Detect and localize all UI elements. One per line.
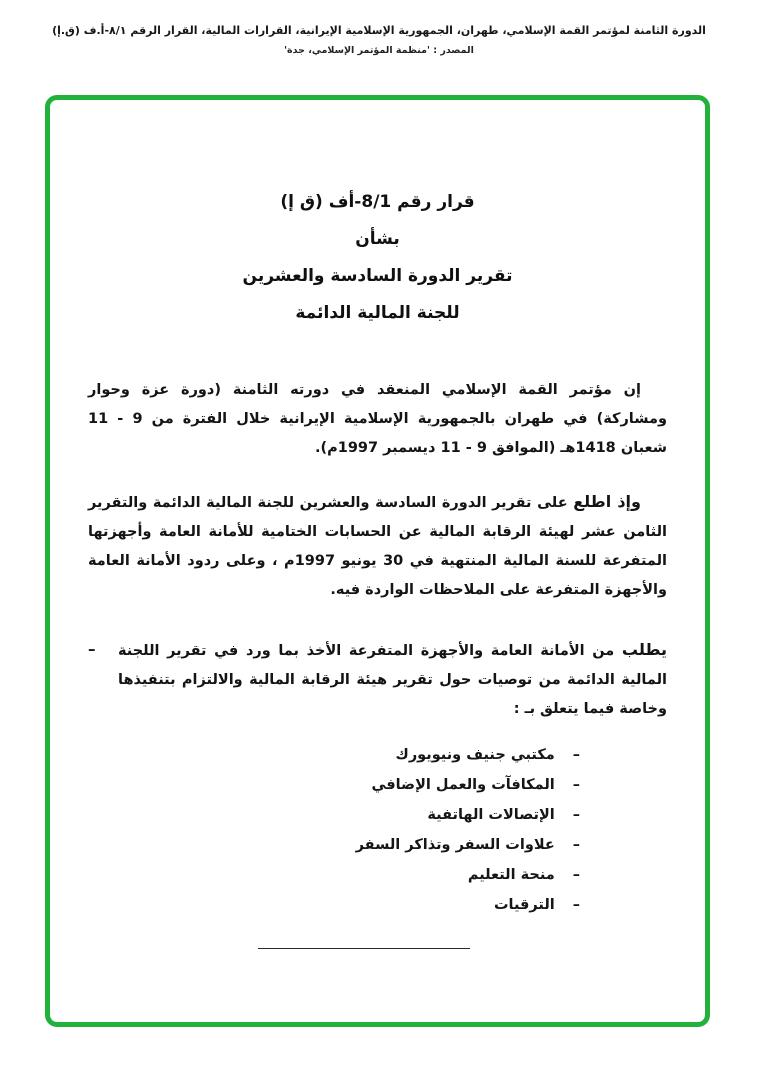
document-header xyxy=(0,0,758,56)
dash-marker: – xyxy=(572,867,580,883)
list-item xyxy=(88,890,580,920)
dash-marker: – xyxy=(572,747,580,763)
dash-marker: – xyxy=(88,640,96,658)
dash-marker: – xyxy=(572,897,580,913)
green-border-frame xyxy=(45,95,710,1027)
title-line-regarding: بشأن xyxy=(355,229,400,249)
title-line-resolution-number: قرار رقم 8/1-أف (ق إ) xyxy=(280,192,475,212)
document-body xyxy=(50,100,705,949)
operative-paragraph xyxy=(118,635,667,724)
dash-marker: – xyxy=(572,837,580,853)
title-line-committee: للجنة المالية الدائمة xyxy=(295,303,460,323)
header-citation: الدورة الثامنة لمؤتمر القمة الإسلامي، طهران، الجمهورية الإسلامية الإيرانية، القرارات المالية، القرار الرقم ٨/١-أ.ف (ق.إ) xyxy=(52,24,706,37)
list-item xyxy=(88,740,580,770)
preamble-paragraph: إن مؤتمر القمة الإسلامي المنعقد في دورته الثامنة (دورة عزة وحوار ومشاركة) في طهران بالجمهورية الإسلامية الإيرانية خلال الفترة من 9 - 11 شعبان 1418هـ (الموافق 9 - 11 ديسمبر 1997م). xyxy=(88,382,667,456)
dash-marker: – xyxy=(572,777,580,793)
footnote-separator xyxy=(258,948,470,949)
sub-items-list xyxy=(88,740,667,920)
having-reviewed-text: على تقرير الدورة السادسة والعشرين للجنة المالية الدائمة والتقرير الثامن عشر لهيئة الرقابة المالية عن الحسابات الختامية للأمانة العامة وأجهزتها المتفرعة للسنة المالية المنتهية في 30 يونيو 1997م ، وعلى ردود الأمانة العامة والأجهزة المتفرعة على الملاحظات الواردة فيه. xyxy=(88,495,667,598)
header-source: المصدر : 'منظمة المؤتمر الإسلامي، جدة' xyxy=(284,45,474,56)
list-item-text: مكتبي جنيف ونيويورك xyxy=(395,747,555,763)
having-reviewed-paragraph xyxy=(88,487,667,605)
list-item xyxy=(88,830,580,860)
list-item-text: الإتصالات الهاتفية xyxy=(427,807,555,823)
list-item-text: المكافآت والعمل الإضافي xyxy=(371,777,555,793)
list-item-text: منحة التعليم xyxy=(467,867,555,883)
operative-clause xyxy=(88,635,667,724)
list-item xyxy=(88,770,580,800)
title-line-subject: تقرير الدورة السادسة والعشرين xyxy=(242,266,513,286)
list-item-text: الترقيات xyxy=(493,897,555,913)
having-reviewed-lead-word: وإذ اطلع xyxy=(573,492,641,511)
operative-lead-word: يطلب xyxy=(621,640,667,659)
resolution-title xyxy=(88,184,667,332)
dash-marker: – xyxy=(572,807,580,823)
list-item-text: علاوات السفر وتذاكر السفر xyxy=(355,837,555,853)
list-item xyxy=(88,800,580,830)
operative-text: من الأمانة العامة والأجهزة المتفرعة الأخذ بما ورد في تقرير اللجنة المالية الدائمة من توصيات حول تقرير هيئة الرقابة المالية والالتزام بتنفيذها وخاصة فيما يتعلق بـ : xyxy=(118,643,667,717)
list-item xyxy=(88,860,580,890)
